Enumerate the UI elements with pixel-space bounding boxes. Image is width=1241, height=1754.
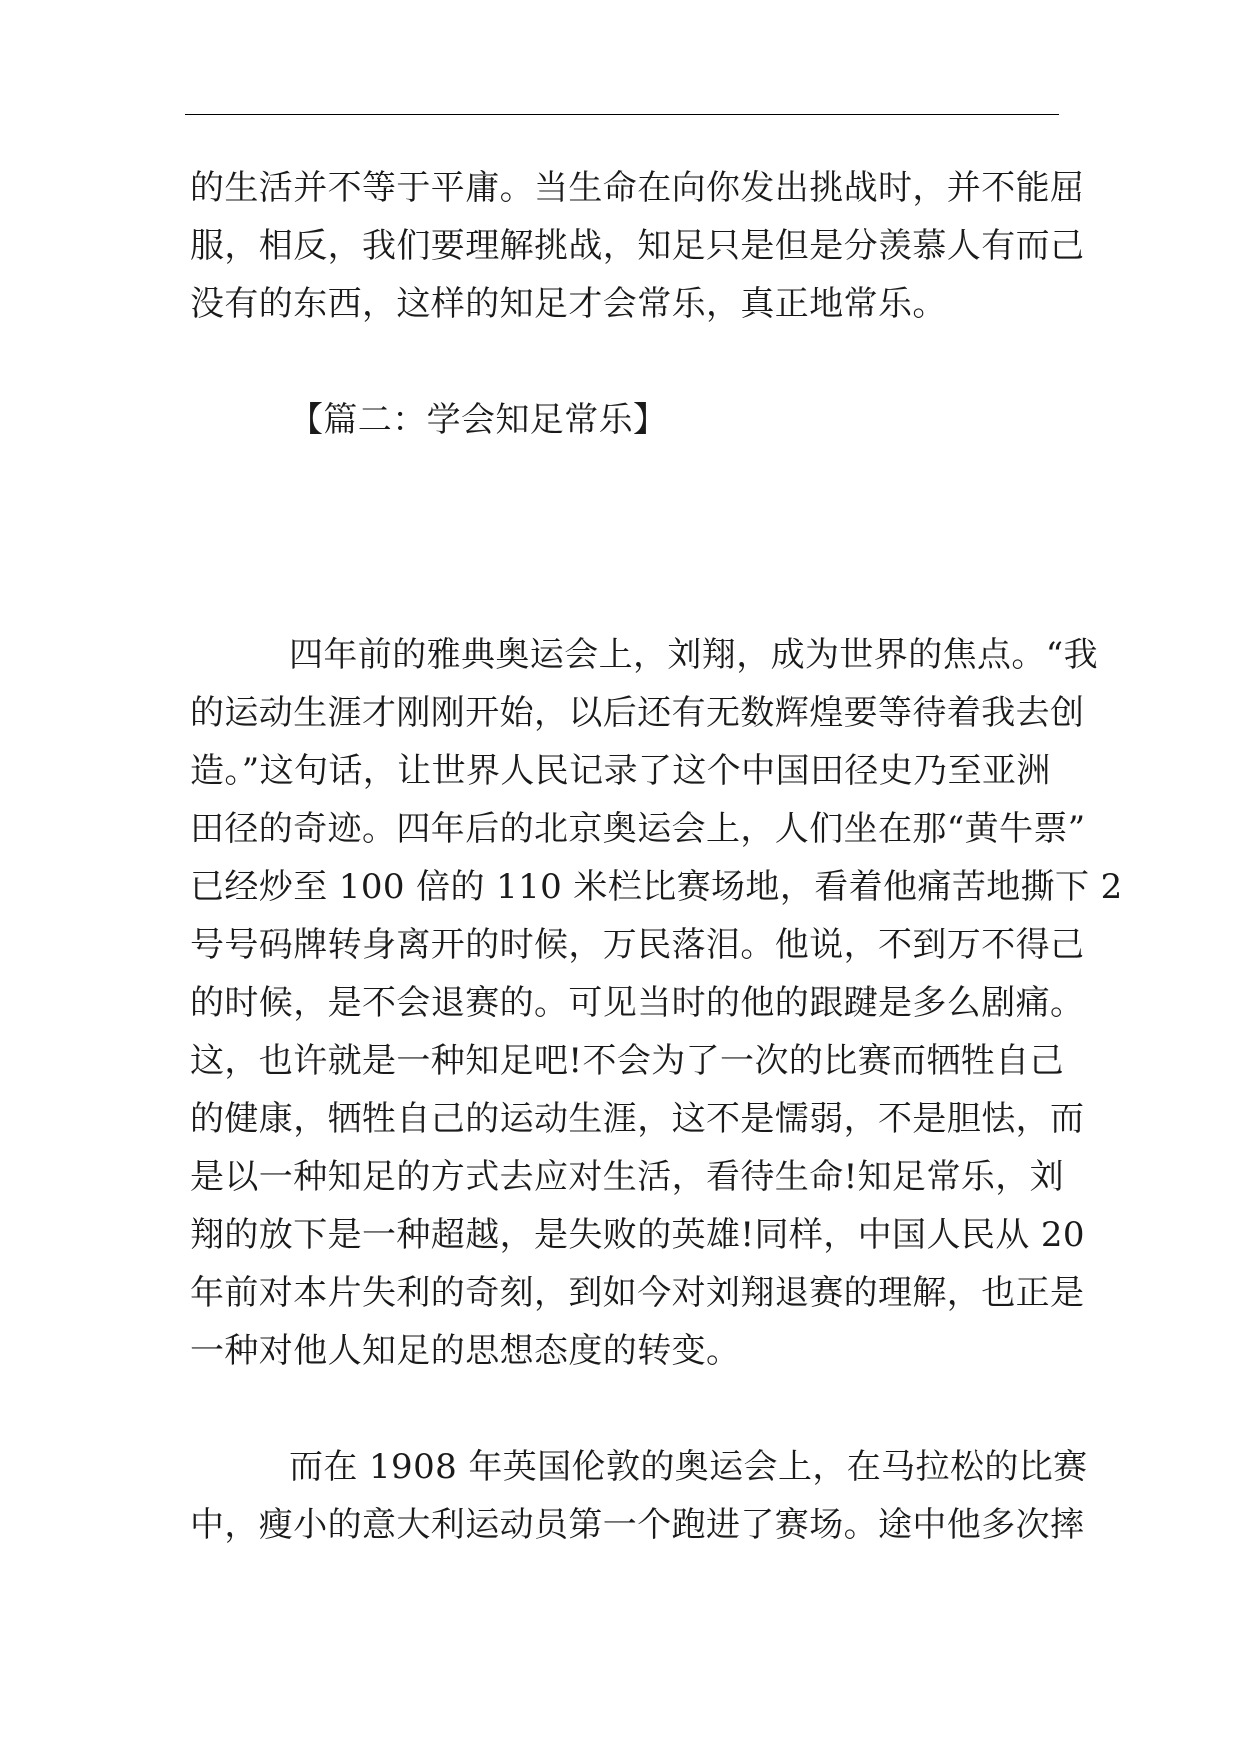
text-line: 号号码牌转身离开的时候，万民落泪。他说，不到万不得己 [190, 925, 1085, 965]
text-line: 这，也许就是一种知足吧!不会为了一次的比赛而牺牲自己 [190, 1041, 1065, 1081]
text-line: 的运动生涯才刚刚开始，以后还有无数辉煌要等待着我去创 [190, 693, 1085, 733]
text-line: 的健康，牺牲自己的运动生涯，这不是懦弱，不是胆怯，而 [190, 1099, 1085, 1139]
text-line: 的生活并不等于平庸。当生命在向你发出挑战时，并不能屈 [190, 168, 1085, 208]
text-line: 的时候，是不会退赛的。可见当时的他的跟踺是多么剧痛。 [190, 983, 1085, 1023]
text-line: 田径的奇迹。四年后的北京奥运会上，人们坐在那“黄牛票” [190, 809, 1086, 849]
text-line: 是以一种知足的方式去应对生活，看待生命!知足常乐，刘 [190, 1157, 1065, 1197]
text-line: 已经炒至 100 倍的 110 米栏比赛场地，看着他痛苦地撕下 2 [190, 867, 1123, 907]
text-line: 没有的东西，这样的知足才会常乐，真正地常乐。 [190, 284, 947, 324]
header-rule [185, 114, 1059, 115]
text-line: 一种对他人知足的思想态度的转变。 [190, 1331, 741, 1371]
text-line: 服，相反，我们要理解挑战，知足只是但是分羡慕人有而己 [190, 226, 1085, 266]
text-line: 年前对本片失利的奇刻，到如今对刘翔退赛的理解，也正是 [190, 1273, 1085, 1313]
text-line: 造。”这句话，让世界人民记录了这个中国田径史乃至亚洲 [190, 751, 1051, 791]
section-heading: 【篇二：学会知足常乐】 [289, 400, 668, 440]
text-line: 四年前的雅典奥运会上，刘翔，成为世界的焦点。“我 [289, 635, 1098, 675]
text-line: 翔的放下是一种超越，是失败的英雄!同样，中国人民从 20 [190, 1215, 1085, 1255]
text-line: 而在 1908 年英国伦敦的奥运会上，在马拉松的比赛 [289, 1447, 1088, 1487]
text-line: 中，瘦小的意大利运动员第一个跑进了赛场。途中他多次摔 [190, 1505, 1085, 1545]
